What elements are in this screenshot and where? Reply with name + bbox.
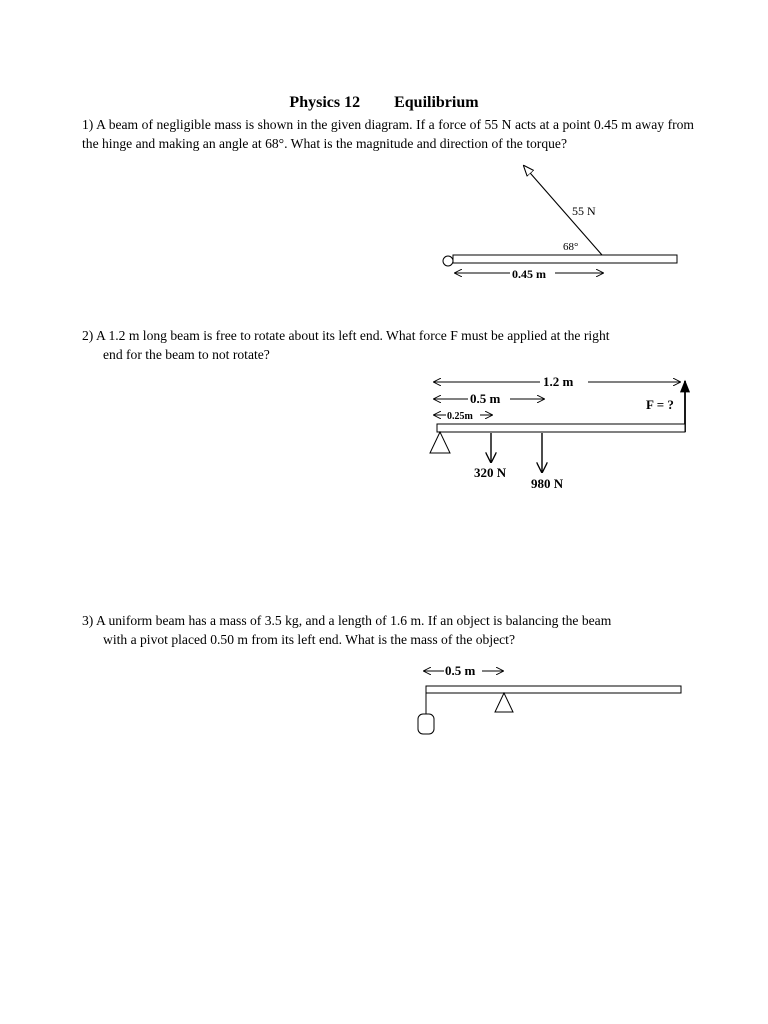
diagram-2 bbox=[430, 374, 685, 491]
diagram-3 bbox=[418, 663, 681, 734]
hinge-circle bbox=[443, 256, 453, 266]
weight-label-2: 980 N bbox=[531, 476, 564, 491]
distance-label: 0.5 m bbox=[445, 663, 476, 678]
question-text: A beam of negligible mass is shown in the given diagram. If a force of 55 N acts at a point 0.45 m away from the hinge and making an angle at 68°. What is the magnitude and direction of the torque? bbox=[82, 117, 695, 151]
length-mid-label: 0.5 m bbox=[470, 391, 501, 406]
force-label: 55 N bbox=[572, 204, 596, 218]
title-subject: Physics 12 bbox=[289, 94, 361, 111]
length-total-label: 1.2 m bbox=[543, 374, 574, 389]
pivot-triangle bbox=[495, 693, 513, 712]
force-unknown-label: F = ? bbox=[646, 397, 674, 412]
question-number: 1) bbox=[82, 117, 94, 132]
length-short-label: 0.25m bbox=[447, 411, 473, 422]
question-number: 2) bbox=[82, 328, 94, 343]
question-text-line-1: A uniform beam has a mass of 3.5 kg, and a length of 1.6 m. If an object is balancing the beam bbox=[95, 613, 612, 628]
pivot-triangle bbox=[430, 432, 450, 453]
question-text-line-2: end for the beam to not rotate? bbox=[103, 347, 270, 362]
question-number: 3) bbox=[82, 613, 94, 628]
beam bbox=[426, 686, 681, 693]
question-text-line-2: with a pivot placed 0.50 m from its left end. What is the mass of the object? bbox=[103, 632, 515, 647]
angle-label: 68° bbox=[563, 241, 579, 253]
beam bbox=[453, 255, 677, 263]
diagram-1 bbox=[443, 166, 677, 281]
title-topic: Equilibrium bbox=[394, 94, 479, 111]
weight-label-1: 320 N bbox=[474, 465, 507, 480]
distance-label: 0.45 m bbox=[512, 267, 546, 281]
question-text-line-1: A 1.2 m long beam is free to rotate about its left end. What force F must be applied at the right bbox=[95, 328, 610, 343]
beam bbox=[437, 424, 685, 432]
hanging-object bbox=[418, 714, 434, 734]
